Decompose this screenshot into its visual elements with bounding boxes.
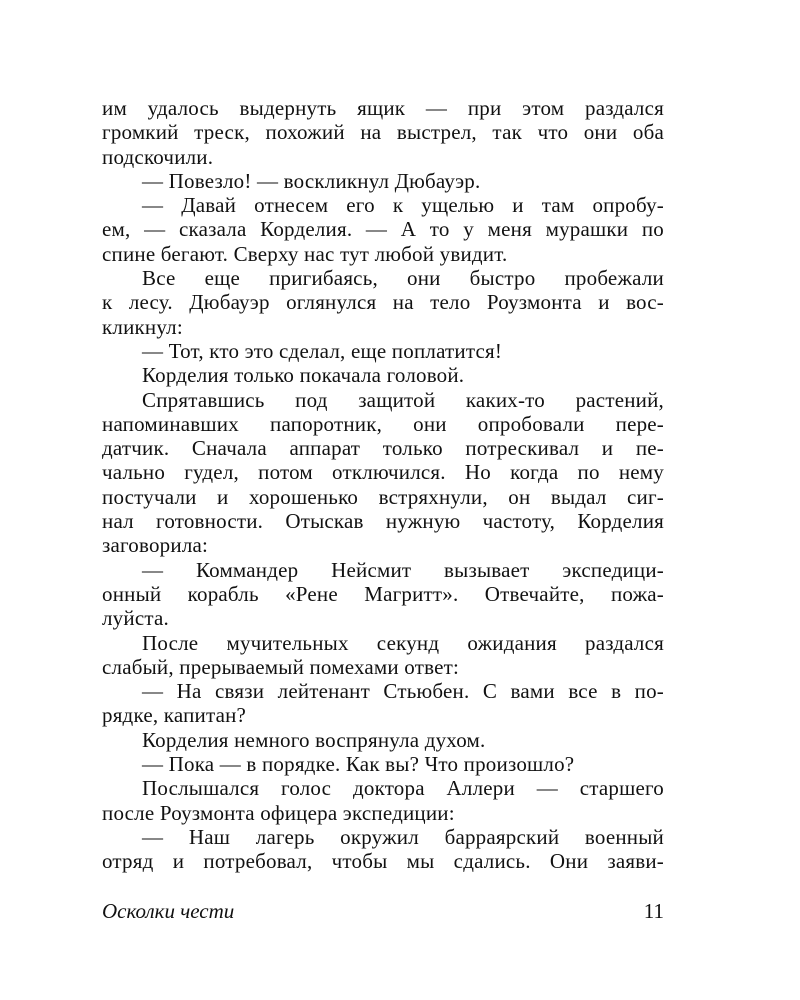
text-line: после Роузмонта офицера экспедиции: bbox=[102, 800, 455, 825]
text-line: отряд и потребовал, чтобы мы сдались. Они заяви- bbox=[102, 849, 664, 874]
text-line: кликнул: bbox=[102, 314, 183, 339]
text-line: датчик. Сначала аппарат только потрескивал и пе- bbox=[102, 436, 664, 461]
text-line: Корделия немного воспрянула духом. bbox=[142, 727, 486, 752]
text-line: — На связи лейтенант Стьюбен. С вами все в по- bbox=[142, 679, 664, 704]
text-line: им удалось выдернуть ящик — при этом раздался bbox=[102, 96, 664, 120]
text-line: заговорила: bbox=[102, 533, 209, 558]
text-line: спине бегают. Сверху нас тут любой увидит. bbox=[102, 241, 508, 266]
text-line: ем, — сказала Корделия. — А то у меня мурашки по bbox=[102, 217, 664, 242]
text-line: — Наш лагерь окружил барраярский военный bbox=[142, 824, 664, 849]
text-line: рядке, капитан? bbox=[102, 703, 247, 728]
text-line: — Повезло! — воскликнул Дюбауэр. bbox=[142, 168, 481, 193]
text-line: громкий треск, похожий на выстрел, так что они оба bbox=[102, 120, 664, 145]
text-line: нал готовности. Отыскав нужную частоту, Корделия bbox=[102, 509, 664, 534]
text-line: — Пока — в порядке. Как вы? Что произошло? bbox=[142, 752, 575, 777]
text-line: подскочили. bbox=[102, 144, 214, 169]
text-line: к лесу. Дюбауэр оглянулся на тело Роузмонта и вос- bbox=[102, 290, 664, 315]
text-line: Все еще пригибаясь, они быстро пробежали bbox=[142, 266, 664, 291]
text-line: Послышался голос доктора Аллери — старшего bbox=[142, 776, 664, 801]
text-line: — Коммандер Нейсмит вызывает экспедици- bbox=[142, 557, 664, 582]
text-line: Корделия только покачала головой. bbox=[142, 363, 465, 388]
text-line: луйста. bbox=[102, 606, 169, 631]
text-line: чально гудел, потом отключился. Но когда по нему bbox=[102, 460, 664, 485]
text-line: — Тот, кто это сделал, еще поплатится! bbox=[142, 338, 503, 363]
text-line: — Давай отнесем его к ущелью и там опробу- bbox=[142, 193, 664, 218]
text-line: напоминавших папоротник, они опробовали пере- bbox=[102, 411, 664, 436]
page-body bbox=[102, 96, 664, 874]
page-number: 11 bbox=[643, 899, 664, 923]
running-title: Осколки чести bbox=[102, 899, 235, 923]
text-line: постучали и хорошенько встряхнули, он выдал сиг- bbox=[102, 484, 664, 509]
text-line: слабый, прерываемый помехами ответ: bbox=[102, 654, 460, 679]
text-line: онный корабль «Рене Магритт». Отвечайте, пожа- bbox=[102, 581, 664, 606]
text-line: После мучительных секунд ожидания раздался bbox=[142, 630, 664, 655]
text-line: Спрятавшись под защитой каких-то растений, bbox=[142, 387, 664, 412]
